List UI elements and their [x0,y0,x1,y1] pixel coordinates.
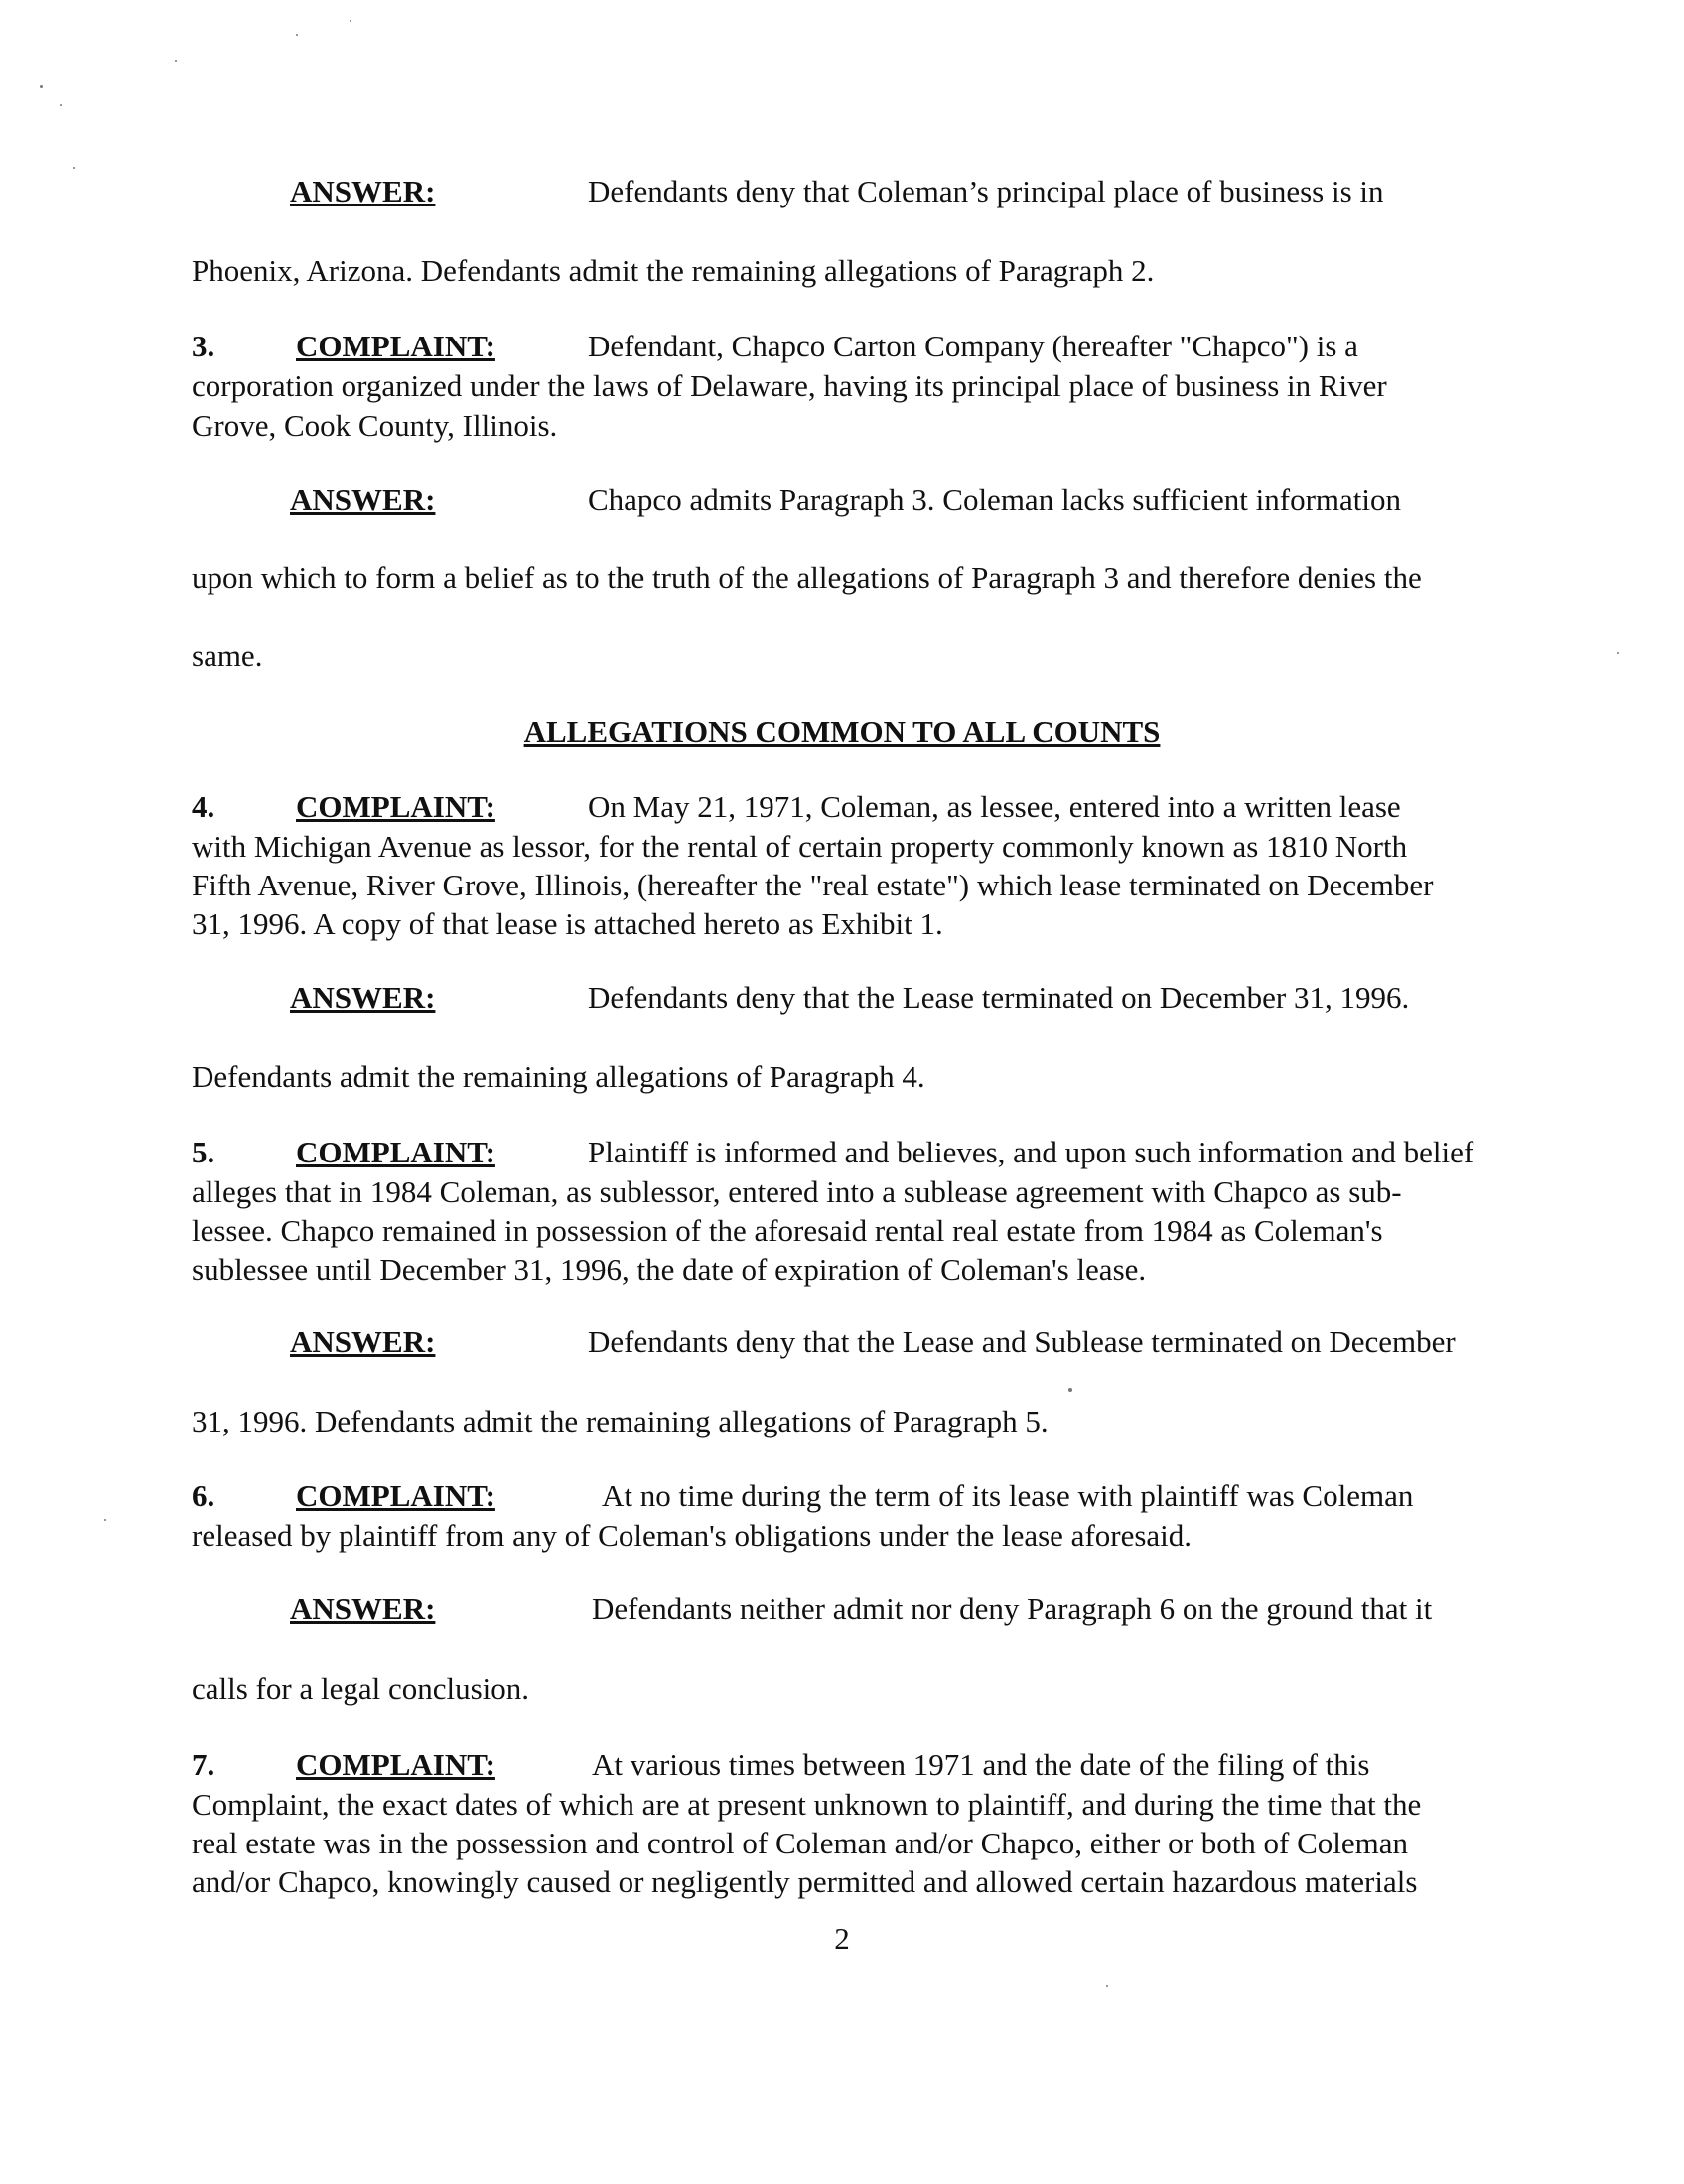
paragraph-number: 4. [192,789,215,824]
complaint-text-line: corporation organized under the laws of Delaware, having its principal place of business in River [192,368,1387,403]
complaint-first-line: Plaintiff is informed and believes, and upon such information and belief [588,1135,1474,1169]
complaint-label: COMPLAINT: [296,1747,495,1782]
complaint-text-line: with Michigan Avenue as lessor, for the rental of certain property commonly known as 1810 North [192,829,1408,864]
answer-first-line: Defendants deny that the Lease terminated on December 31, 1996. [588,980,1410,1015]
complaint-text-line: alleges that in 1984 Coleman, as sublessor, entered into a sublease agreement with Chapco as sub- [192,1174,1402,1209]
answer-first-line: Defendants deny that Coleman’s principal place of business is in [588,174,1384,208]
answer-first-line: Defendants neither admit nor deny Paragraph 6 on the ground that it [592,1591,1433,1626]
answer-text-line: upon which to form a belief as to the truth of the allegations of Paragraph 3 and therefore denies the [192,560,1422,595]
complaint-text-line: sublessee until December 31, 1996, the date of expiration of Coleman's lease. [192,1252,1147,1287]
paragraph-number: 5. [192,1135,215,1169]
complaint-text-line: released by plaintiff from any of Coleman's obligations under the lease aforesaid. [192,1518,1193,1553]
section-heading: ALLEGATIONS COMMON TO ALL COUNTS [523,714,1161,749]
complaint-text-line: Grove, Cook County, Illinois. [192,408,558,443]
answer-first-line: Defendants deny that the Lease and Sublease terminated on December [588,1324,1456,1359]
answer-text-line: Defendants admit the remaining allegations of Paragraph 4. [192,1059,925,1094]
paragraph-number: 3. [192,329,215,363]
paragraph-number: 6. [192,1478,215,1513]
complaint-text-line: 31, 1996. A copy of that lease is attached hereto as Exhibit 1. [192,906,943,941]
answer-label: ANSWER: [290,174,436,208]
page-number: 2 [834,1921,850,1956]
complaint-text-line: and/or Chapco, knowingly caused or negligently permitted and allowed certain hazardous materials [192,1864,1418,1899]
complaint-first-line: On May 21, 1971, Coleman, as lessee, entered into a written lease [588,789,1401,824]
answer-text-line: Phoenix, Arizona. Defendants admit the remaining allegations of Paragraph 2. [192,253,1155,288]
complaint-text-line: real estate was in the possession and control of Coleman and/or Chapco, either or both of Coleman [192,1826,1409,1860]
complaint-label: COMPLAINT: [296,1478,495,1513]
answer-label: ANSWER: [290,1591,436,1626]
answer-label: ANSWER: [290,1324,436,1359]
answer-text-line: calls for a legal conclusion. [192,1671,530,1706]
answer-text-line: 31, 1996. Defendants admit the remaining allegations of Paragraph 5. [192,1404,1049,1438]
answer-text-line: same. [192,638,263,673]
complaint-first-line: At various times between 1971 and the date of the filing of this [592,1747,1370,1782]
complaint-label: COMPLAINT: [296,789,495,824]
answer-label: ANSWER: [290,482,436,517]
complaint-first-line: At no time during the term of its lease with plaintiff was Coleman [602,1478,1414,1513]
complaint-text-line: Complaint, the exact dates of which are at present unknown to plaintiff, and during the time that the [192,1787,1422,1822]
complaint-label: COMPLAINT: [296,329,495,363]
complaint-first-line: Defendant, Chapco Carton Company (hereafter "Chapco") is a [588,329,1358,363]
answer-first-line: Chapco admits Paragraph 3. Coleman lacks sufficient information [588,482,1402,517]
answer-label: ANSWER: [290,980,436,1015]
paragraph-number: 7. [192,1747,215,1782]
complaint-label: COMPLAINT: [296,1135,495,1169]
complaint-text-line: Fifth Avenue, River Grove, Illinois, (hereafter the "real estate") which lease terminated on December [192,868,1434,902]
complaint-text-line: lessee. Chapco remained in possession of the aforesaid rental real estate from 1984 as Coleman's [192,1213,1383,1248]
